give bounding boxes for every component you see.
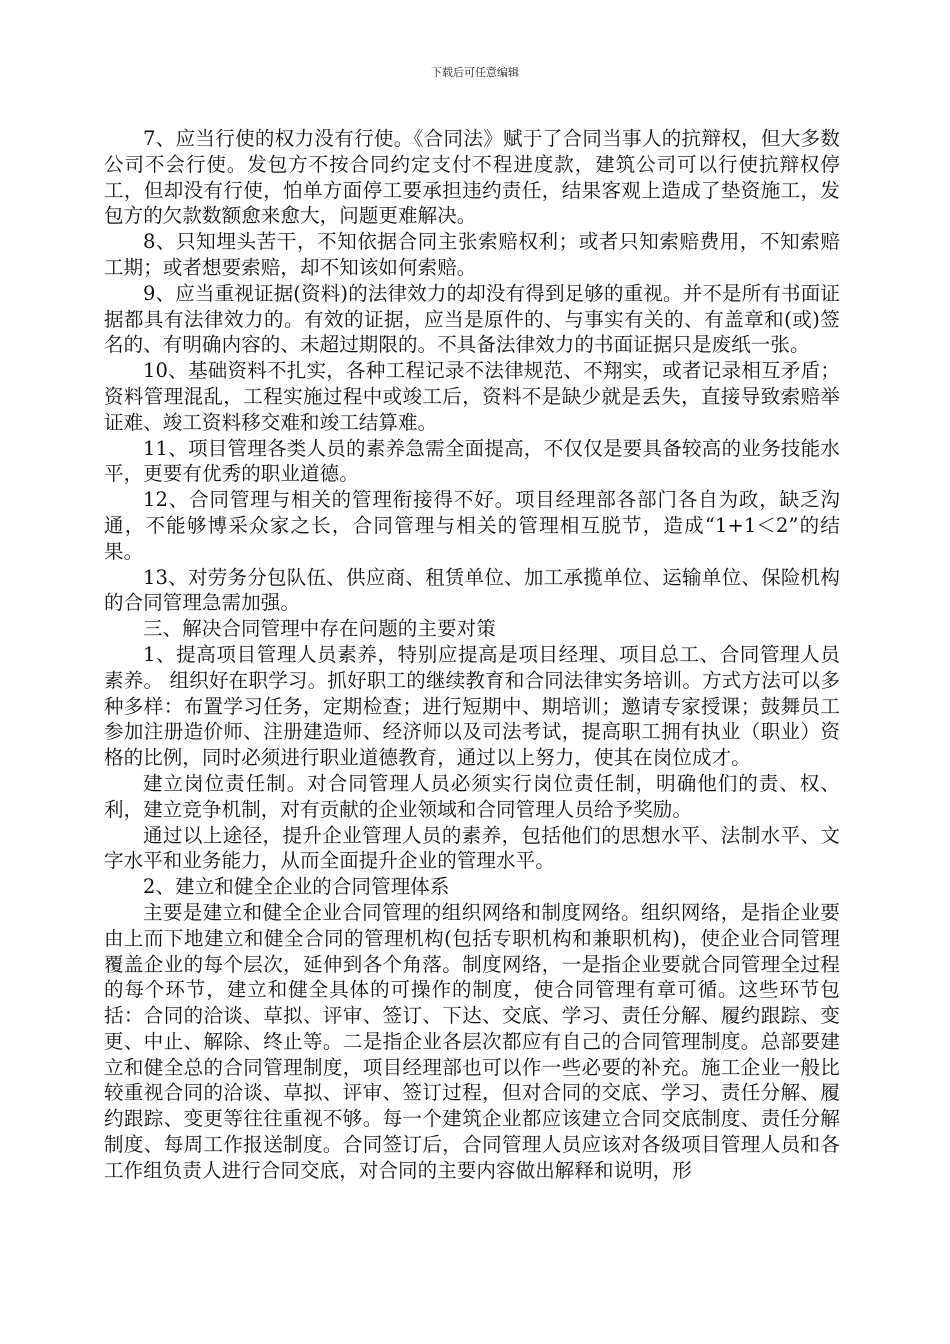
page-header: 下载后可任意编辑 (431, 66, 519, 79)
paragraph-item-8: 8、只知埋头苦干，不知依据合同主张索赔权利；或者只知索赔费用，不知索赔工期；或者想要索赔，却不知该如何索赔。 (104, 230, 840, 279)
paragraph-item-7: 7、应当行使的权力没有行使。《合同法》赋于了合同当事人的抗辩权，但大多数公司不会行使。发包方不按合同约定支付不程进度款，建筑公司可以行使抗辩权停工，但却没有行使，怕单方面停工要承担违约责任，结果客观上造成了垫资施工，发包方的欠款数额愈来愈大，问题更难解决。 (104, 127, 840, 228)
paragraph-measure-1: 1、提高项目管理人员素养，特别应提高是项目经理、项目总工、合同管理人员素养。 组织好在职学习。抓好职工的继续教育和合同法律实务培训。方式方法可以多种多样：布置学习任务，定期检查；进行短期中、期培训；邀请专家授课；鼓舞员工参加注册造价师、注册建造师、经济师以及司法考试，提高职工拥有执业（职业）资格的比例，同时必须进行职业道德教育，通过以上努力，使其在岗位成才。 (104, 642, 840, 770)
paragraph-item-12: 12、合同管理与相关的管理衔接得不好。项目经理部各部门各自为政，缺乏沟通，不能够博采众家之长，合同管理与相关的管理相互脱节，造成“1+1＜2”的结果。 (104, 488, 840, 563)
paragraph-responsibility: 建立岗位责任制。对合同管理人员必须实行岗位责任制，明确他们的责、权、利，建立竞争机制，对有贡献的企业领域和合同管理人员给予奖励。 (104, 771, 840, 821)
section-heading-3: 三、解决合同管理中存在问题的主要对策 (143, 617, 496, 641)
paragraph-management-system: 主要是建立和健全企业合同管理的组织网络和制度网络。组织网络，是指企业要由上而下地建立和健全合同的管理机构(包括专职机构和兼职机构)，使企业合同管理覆盖企业的每个层次，延伸到各个角落。制度网络，一是指企业要就合同管理全过程的每个环节，建立和健全具体的可操作的制度，使合同管理有章可循。这些环节包括：合同的洽谈、草拟、评审、签订、下达、交底、学习、责任分解、履约跟踪、变更、中止、解除、终止等。二是指企业各层次都应有自己的合同管理制度。总部要建立和健全总的合同管理制度，项目经理部也可以作一些必要的补充。施工企业一般比较重视合同的洽谈、草拟、评审、签订过程，但对合同的交底、学习、责任分解、履约跟踪、变更等往往重视不够。每一个建筑企业都应该建立合同交底制度、责任分解制度、每周工作报送制度。合同签订后，合同管理人员应该对各级项目管理人员和各工作组负责人进行合同交底，对合同的主要内容做出解释和说明，形 (104, 900, 840, 1182)
paragraph-item-11: 11、项目管理各类人员的素养急需全面提高，不仅仅是要具备较高的业务技能水平，更要有优秀的职业道德。 (104, 436, 840, 486)
paragraph-item-13: 13、对劳务分包队伍、供应商、租赁单位、加工承揽单位、运输单位、保险机构的合同管理急需加强。 (104, 565, 840, 615)
paragraph-summary: 通过以上途径，提升企业管理人员的素养，包括他们的思想水平、法制水平、文字水平和业务能力，从而全面提升企业的管理水平。 (104, 823, 840, 873)
document-body (104, 126, 840, 1184)
subheading-measure-2: 2、建立和健全企业的合同管理体系 (143, 875, 450, 899)
paragraph-item-10: 10、基础资料不扎实，各种工程记录不法律规范、不翔实，或者记录相互矛盾；资料管理混乱，工程实施过程中或竣工后，资料不是缺少就是丢失，直接导致索赔举证难、竣工资料移交难和竣工结算难。 (104, 359, 840, 434)
paragraph-item-9: 9、应当重视证据(资料)的法律效力的却没有得到足够的重视。并不是所有书面证据都具有法律效力的。有效的证据，应当是原件的、与事实有关的、有盖章和(或)签名的、有明确内容的、未超过期限的。不具备法律效力的书面证据只是废纸一张。 (104, 281, 840, 357)
